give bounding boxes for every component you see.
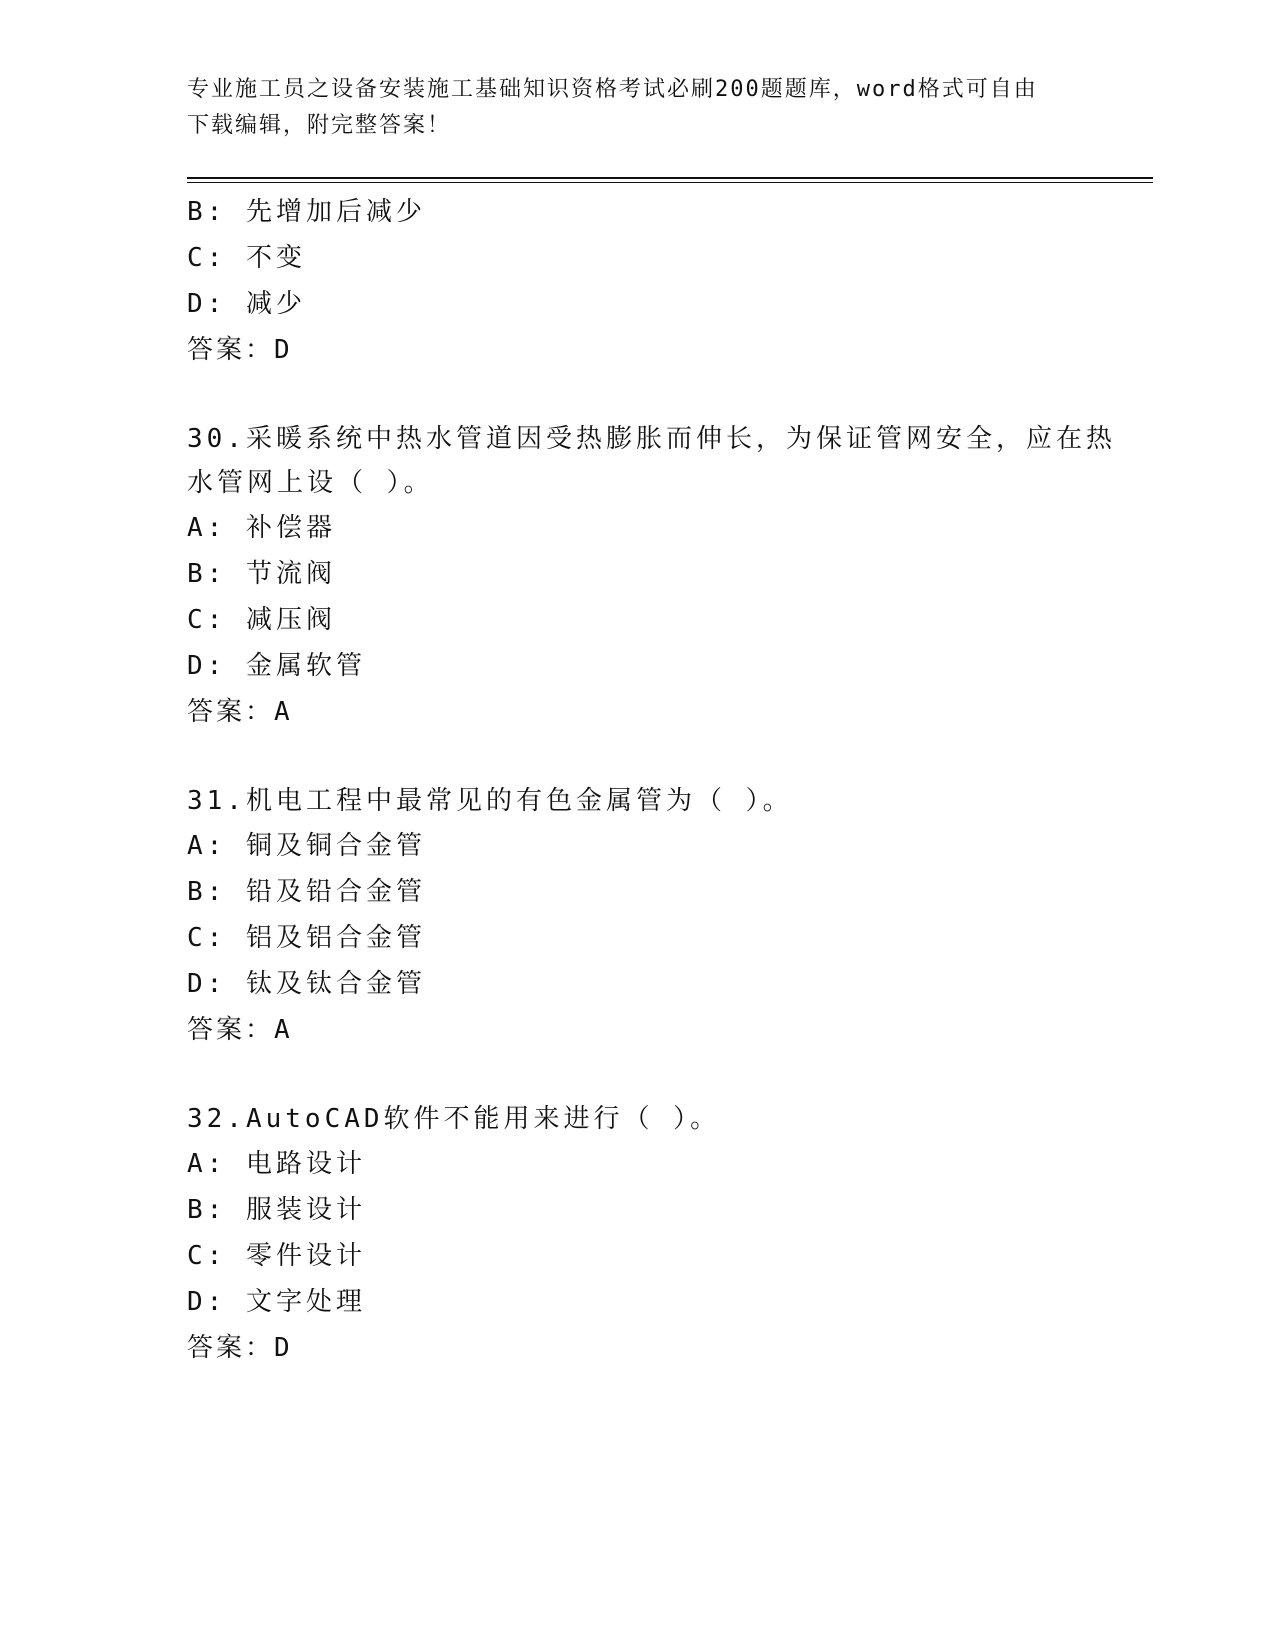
- option-c: C: 不变: [187, 243, 306, 273]
- option-d: D: 金属软管: [187, 651, 366, 681]
- option-d: D: 文字处理: [187, 1287, 366, 1317]
- question-text: 32.AutoCAD软件不能用来进行（ ）。: [187, 1104, 721, 1134]
- header-divider-top: [187, 177, 1153, 179]
- question-30: [187, 417, 1116, 735]
- option-a: A: 补偿器: [187, 513, 336, 543]
- document-header: [187, 72, 1087, 144]
- option-b: B: 节流阀: [187, 559, 336, 589]
- option-c: C: 铝及铝合金管: [187, 923, 426, 953]
- question-29-continued: [187, 189, 1107, 373]
- question-31: [187, 779, 1107, 1053]
- question-text: 31.机电工程中最常见的有色金属管为（ ）。: [187, 786, 793, 816]
- option-a: A: 铜及铜合金管: [187, 831, 426, 861]
- header-title-line-2: 下载编辑，附完整答案！: [187, 113, 452, 138]
- option-b: B: 铅及铅合金管: [187, 877, 426, 907]
- question-list: [187, 189, 1116, 1371]
- question-32: [187, 1097, 1107, 1371]
- option-a: A: 电路设计: [187, 1149, 366, 1179]
- option-d: D: 减少: [187, 289, 306, 319]
- question-text: 30.采暖系统中热水管道因受热膨胀而伸长，为保证管网安全，应在热: [187, 424, 1116, 454]
- option-b: B: 服装设计: [187, 1195, 366, 1225]
- answer-line: 答案：D: [187, 1333, 293, 1363]
- option-d: D: 钛及钛合金管: [187, 969, 426, 999]
- option-b: B: 先增加后减少: [187, 197, 426, 227]
- header-divider-bottom: [187, 182, 1153, 183]
- header-title-line-1: 专业施工员之设备安装施工基础知识资格考试必刷200题题库，word格式可自由: [187, 77, 1038, 102]
- answer-line: 答案：D: [187, 335, 293, 365]
- question-text-cont: 水管网上设（ ）。: [187, 468, 434, 498]
- answer-line: 答案：A: [187, 1015, 293, 1045]
- option-c: C: 减压阀: [187, 605, 336, 635]
- option-c: C: 零件设计: [187, 1241, 366, 1271]
- answer-line: 答案：A: [187, 697, 293, 727]
